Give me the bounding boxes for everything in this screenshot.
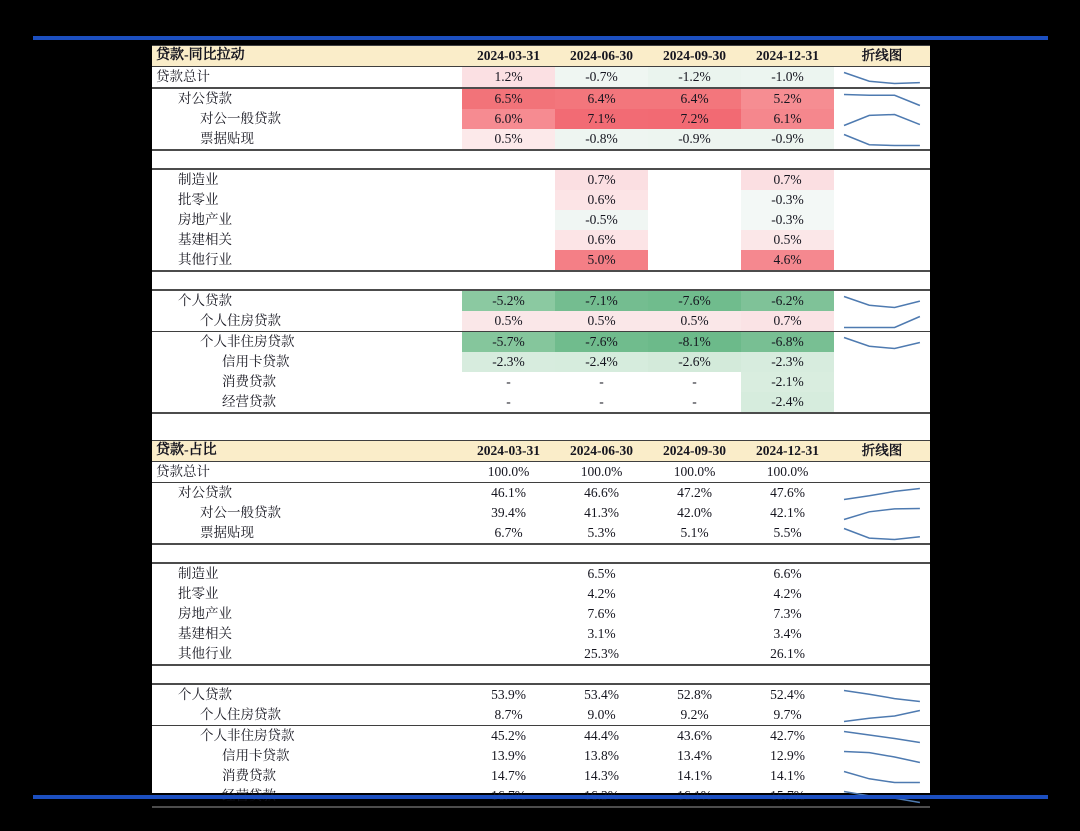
sparkline-cell <box>834 372 930 392</box>
row-label: 基建相关 <box>178 232 232 247</box>
cell-value <box>462 563 555 584</box>
cell-value: 4.2% <box>587 586 616 601</box>
cell-value <box>462 250 555 271</box>
cell-value <box>648 169 741 190</box>
cell-value: 53.9% <box>491 687 526 702</box>
loan-table-2 <box>152 440 930 808</box>
sparkline-cell <box>834 766 930 786</box>
cell-value: 45.2% <box>491 728 526 743</box>
cell-value: 14.7% <box>491 768 526 783</box>
cell-value <box>462 190 555 210</box>
sparkline-chart <box>837 485 927 503</box>
sparkline-chart <box>837 687 927 705</box>
cell-value: -6.2% <box>741 290 834 311</box>
sparkline-cell <box>834 190 930 210</box>
sparkline-cell <box>834 483 930 504</box>
table-row <box>152 88 930 109</box>
spacer-row <box>152 544 930 563</box>
cell-value <box>648 190 741 210</box>
cell-value: 0.6% <box>555 190 648 210</box>
cell-value: 44.4% <box>584 728 619 743</box>
sparkline-cell <box>834 503 930 523</box>
cell-value <box>648 250 741 271</box>
cell-value: 100.0% <box>673 464 716 479</box>
report-panel <box>152 45 930 793</box>
cell-value: 100.0% <box>580 464 623 479</box>
cell-value <box>648 604 741 624</box>
cell-value: 7.6% <box>587 606 616 621</box>
table-row <box>152 311 930 332</box>
table-row <box>152 372 930 392</box>
sparkline-cell <box>834 604 930 624</box>
table-row <box>152 332 930 353</box>
cell-value: -0.8% <box>555 129 648 150</box>
row-label: 个人住房贷款 <box>200 313 281 328</box>
cell-value: 0.6% <box>555 230 648 250</box>
cell-value <box>648 584 741 604</box>
cell-value: -2.4% <box>741 392 834 413</box>
table-title: 贷款-占比 <box>156 443 217 458</box>
row-label: 个人贷款 <box>178 293 232 308</box>
cell-value: 0.7% <box>741 311 834 332</box>
cell-value <box>462 604 555 624</box>
cell-value: 39.4% <box>491 505 526 520</box>
cell-value: 47.2% <box>677 485 712 500</box>
row-label: 贷款总计 <box>156 464 210 479</box>
cell-value: 100.0% <box>766 464 809 479</box>
row-label: 房地产业 <box>178 606 232 621</box>
table-row <box>152 169 930 190</box>
row-label: 其他行业 <box>178 252 232 267</box>
spacer-cell <box>152 665 930 684</box>
sparkline-chart <box>837 768 927 786</box>
row-label: 票据贴现 <box>200 525 254 540</box>
cell-value: - <box>506 394 511 409</box>
cell-value: 14.1% <box>770 768 805 783</box>
sparkline-chart <box>837 728 927 746</box>
cell-value: - <box>599 394 604 409</box>
column-header: 折线图 <box>861 443 903 458</box>
cell-value: 53.4% <box>584 687 619 702</box>
table-row <box>152 523 930 544</box>
column-header: 2024-09-30 <box>663 443 726 458</box>
column-header: 折线图 <box>861 48 903 63</box>
cell-value: 42.7% <box>770 728 805 743</box>
sparkline-cell <box>834 523 930 544</box>
table-header-row <box>152 46 930 67</box>
cell-value: 14.3% <box>584 768 619 783</box>
table-row <box>152 250 930 271</box>
cell-value: -2.6% <box>648 352 741 372</box>
cell-value: 0.5% <box>648 311 741 332</box>
cell-value: -0.3% <box>741 190 834 210</box>
sparkline-cell <box>834 88 930 109</box>
table-row <box>152 392 930 413</box>
cell-value: 6.1% <box>741 109 834 129</box>
table-row <box>152 624 930 644</box>
sparkline-chart <box>837 91 927 109</box>
spacer-cell <box>152 271 930 290</box>
sparkline-cell <box>834 250 930 271</box>
sparkline-chart <box>837 707 927 725</box>
cell-value: -2.3% <box>462 352 555 372</box>
sparkline-cell <box>834 129 930 150</box>
row-label: 制造业 <box>178 566 219 581</box>
sparkline-chart <box>837 111 927 129</box>
cell-value: 13.9% <box>491 748 526 763</box>
cell-value: 13.8% <box>584 748 619 763</box>
column-header: 2024-06-30 <box>570 443 633 458</box>
cell-value: 4.6% <box>741 250 834 271</box>
sparkline-cell <box>834 230 930 250</box>
cell-value: 7.3% <box>773 606 802 621</box>
cell-value: 42.0% <box>677 505 712 520</box>
cell-value <box>462 230 555 250</box>
column-header: 2024-09-30 <box>663 48 726 63</box>
cell-value: - <box>506 374 511 389</box>
cell-value: -5.2% <box>462 290 555 311</box>
cell-value: 6.6% <box>773 566 802 581</box>
sparkline-chart <box>837 69 927 87</box>
cell-value: 6.7% <box>494 525 523 540</box>
table-row <box>152 109 930 129</box>
cell-value: -8.1% <box>648 332 741 353</box>
table-row <box>152 462 930 483</box>
cell-value <box>462 584 555 604</box>
row-label: 批零业 <box>178 192 219 207</box>
row-label: 制造业 <box>178 172 219 187</box>
cell-value: 6.4% <box>555 88 648 109</box>
table-row <box>152 290 930 311</box>
spacer-row <box>152 665 930 684</box>
row-label: 信用卡贷款 <box>222 354 290 369</box>
table-row <box>152 129 930 150</box>
row-label: 消费贷款 <box>222 374 276 389</box>
sparkline-cell <box>834 644 930 665</box>
cell-value: 42.1% <box>770 505 805 520</box>
sparkline-cell <box>834 332 930 353</box>
cell-value: 0.7% <box>555 169 648 190</box>
sparkline-cell <box>834 462 930 483</box>
row-label: 个人非住房贷款 <box>200 728 295 743</box>
table-row <box>152 746 930 766</box>
cell-value: 0.5% <box>555 311 648 332</box>
cell-value: 100.0% <box>487 464 530 479</box>
sparkline-chart <box>837 293 927 311</box>
row-label: 对公贷款 <box>178 485 232 500</box>
cell-value: 0.5% <box>462 129 555 150</box>
row-label: 贷款总计 <box>156 69 210 84</box>
cell-value <box>462 210 555 230</box>
column-header: 2024-12-31 <box>756 443 819 458</box>
table-row <box>152 230 930 250</box>
spacer-row <box>152 271 930 290</box>
sparkline-cell <box>834 624 930 644</box>
spacer-cell <box>152 150 930 169</box>
row-label: 对公贷款 <box>178 91 232 106</box>
cell-value: 3.4% <box>773 626 802 641</box>
cell-value: 7.2% <box>648 109 741 129</box>
row-label: 个人非住房贷款 <box>200 334 295 349</box>
row-label: 其他行业 <box>178 646 232 661</box>
cell-value: 0.5% <box>741 230 834 250</box>
table-row <box>152 726 930 747</box>
cell-value <box>648 624 741 644</box>
table-row <box>152 483 930 504</box>
cell-value: 0.7% <box>741 169 834 190</box>
cell-value: 5.0% <box>555 250 648 271</box>
cell-value: -2.4% <box>555 352 648 372</box>
cell-value: 4.2% <box>773 586 802 601</box>
cell-value: -2.3% <box>741 352 834 372</box>
column-header: 2024-12-31 <box>756 48 819 63</box>
cell-value: - <box>599 374 604 389</box>
cell-value: 43.6% <box>677 728 712 743</box>
table-row <box>152 705 930 726</box>
cell-value: 46.6% <box>584 485 619 500</box>
cell-value: -1.2% <box>648 67 741 89</box>
row-label: 消费贷款 <box>222 768 276 783</box>
table-row <box>152 684 930 705</box>
cell-value: 3.1% <box>587 626 616 641</box>
cell-value <box>648 644 741 665</box>
sparkline-chart <box>837 313 927 331</box>
sparkline-cell <box>834 311 930 332</box>
table-row <box>152 503 930 523</box>
table-row <box>152 352 930 372</box>
cell-value: 9.2% <box>680 707 709 722</box>
cell-value: -7.6% <box>555 332 648 353</box>
cell-value: - <box>692 394 697 409</box>
top-accent-line <box>33 36 1048 40</box>
cell-value <box>648 563 741 584</box>
cell-value: -2.1% <box>741 372 834 392</box>
cell-value: 12.9% <box>770 748 805 763</box>
row-label: 对公一般贷款 <box>200 111 281 126</box>
cell-value: -7.6% <box>648 290 741 311</box>
row-label: 房地产业 <box>178 212 232 227</box>
table-row <box>152 584 930 604</box>
cell-value: -7.1% <box>555 290 648 311</box>
row-label: 对公一般贷款 <box>200 505 281 520</box>
cell-value: - <box>692 374 697 389</box>
cell-value: 1.2% <box>462 67 555 89</box>
table-row <box>152 604 930 624</box>
cell-value <box>462 169 555 190</box>
cell-value: 52.8% <box>677 687 712 702</box>
cell-value: 46.1% <box>491 485 526 500</box>
cell-value <box>648 230 741 250</box>
cell-value: 47.6% <box>770 485 805 500</box>
cell-value: 8.7% <box>494 707 523 722</box>
cell-value: 5.5% <box>773 525 802 540</box>
table-row <box>152 563 930 584</box>
sparkline-chart <box>837 525 927 543</box>
table-title: 贷款-同比拉动 <box>156 48 245 63</box>
cell-value: 13.4% <box>677 748 712 763</box>
row-label: 信用卡贷款 <box>222 748 290 763</box>
sparkline-cell <box>834 684 930 705</box>
sparkline-cell <box>834 392 930 413</box>
cell-value <box>648 210 741 230</box>
cell-value: 25.3% <box>584 646 619 661</box>
cell-value: 41.3% <box>584 505 619 520</box>
row-label: 批零业 <box>178 586 219 601</box>
cell-value: -0.5% <box>555 210 648 230</box>
sparkline-chart <box>837 505 927 523</box>
sparkline-chart <box>837 131 927 149</box>
sparkline-cell <box>834 67 930 89</box>
cell-value: 6.5% <box>462 88 555 109</box>
column-header: 2024-03-31 <box>477 443 540 458</box>
loan-tables-container <box>152 45 930 808</box>
cell-value: -0.3% <box>741 210 834 230</box>
sparkline-cell <box>834 726 930 747</box>
row-label: 经营贷款 <box>222 394 276 409</box>
sparkline-cell <box>834 705 930 726</box>
sparkline-chart <box>837 334 927 352</box>
cell-value: 5.2% <box>741 88 834 109</box>
column-header: 2024-06-30 <box>570 48 633 63</box>
table-row <box>152 766 930 786</box>
row-label: 个人住房贷款 <box>200 707 281 722</box>
table-row <box>152 67 930 89</box>
loan-table-1 <box>152 45 930 414</box>
sparkline-cell <box>834 563 930 584</box>
sparkline-cell <box>834 584 930 604</box>
cell-value: 6.0% <box>462 109 555 129</box>
cell-value: 7.1% <box>555 109 648 129</box>
table-row <box>152 190 930 210</box>
spacer-row <box>152 150 930 169</box>
cell-value: 9.7% <box>773 707 802 722</box>
cell-value: -5.7% <box>462 332 555 353</box>
cell-value: 14.1% <box>677 768 712 783</box>
table-row <box>152 644 930 665</box>
cell-value: 52.4% <box>770 687 805 702</box>
sparkline-cell <box>834 109 930 129</box>
cell-value: 6.5% <box>587 566 616 581</box>
sparkline-cell <box>834 352 930 372</box>
cell-value: -0.9% <box>648 129 741 150</box>
row-label: 票据贴现 <box>200 131 254 146</box>
cell-value <box>462 644 555 665</box>
row-label: 基建相关 <box>178 626 232 641</box>
cell-value: -6.8% <box>741 332 834 353</box>
bottom-accent-line <box>33 795 1048 799</box>
cell-value: 26.1% <box>770 646 805 661</box>
cell-value: -1.0% <box>741 67 834 89</box>
cell-value: 5.1% <box>680 525 709 540</box>
table-row <box>152 210 930 230</box>
cell-value: 0.5% <box>462 311 555 332</box>
sparkline-cell <box>834 746 930 766</box>
sparkline-cell <box>834 290 930 311</box>
sparkline-cell <box>834 210 930 230</box>
cell-value: 5.3% <box>587 525 616 540</box>
spacer-cell <box>152 544 930 563</box>
column-header: 2024-03-31 <box>477 48 540 63</box>
cell-value: 6.4% <box>648 88 741 109</box>
sparkline-chart <box>837 748 927 766</box>
cell-value: 9.0% <box>587 707 616 722</box>
row-label: 个人贷款 <box>178 687 232 702</box>
cell-value: -0.7% <box>555 67 648 89</box>
cell-value <box>462 624 555 644</box>
table-header-row <box>152 441 930 462</box>
cell-value: -0.9% <box>741 129 834 150</box>
sparkline-cell <box>834 169 930 190</box>
